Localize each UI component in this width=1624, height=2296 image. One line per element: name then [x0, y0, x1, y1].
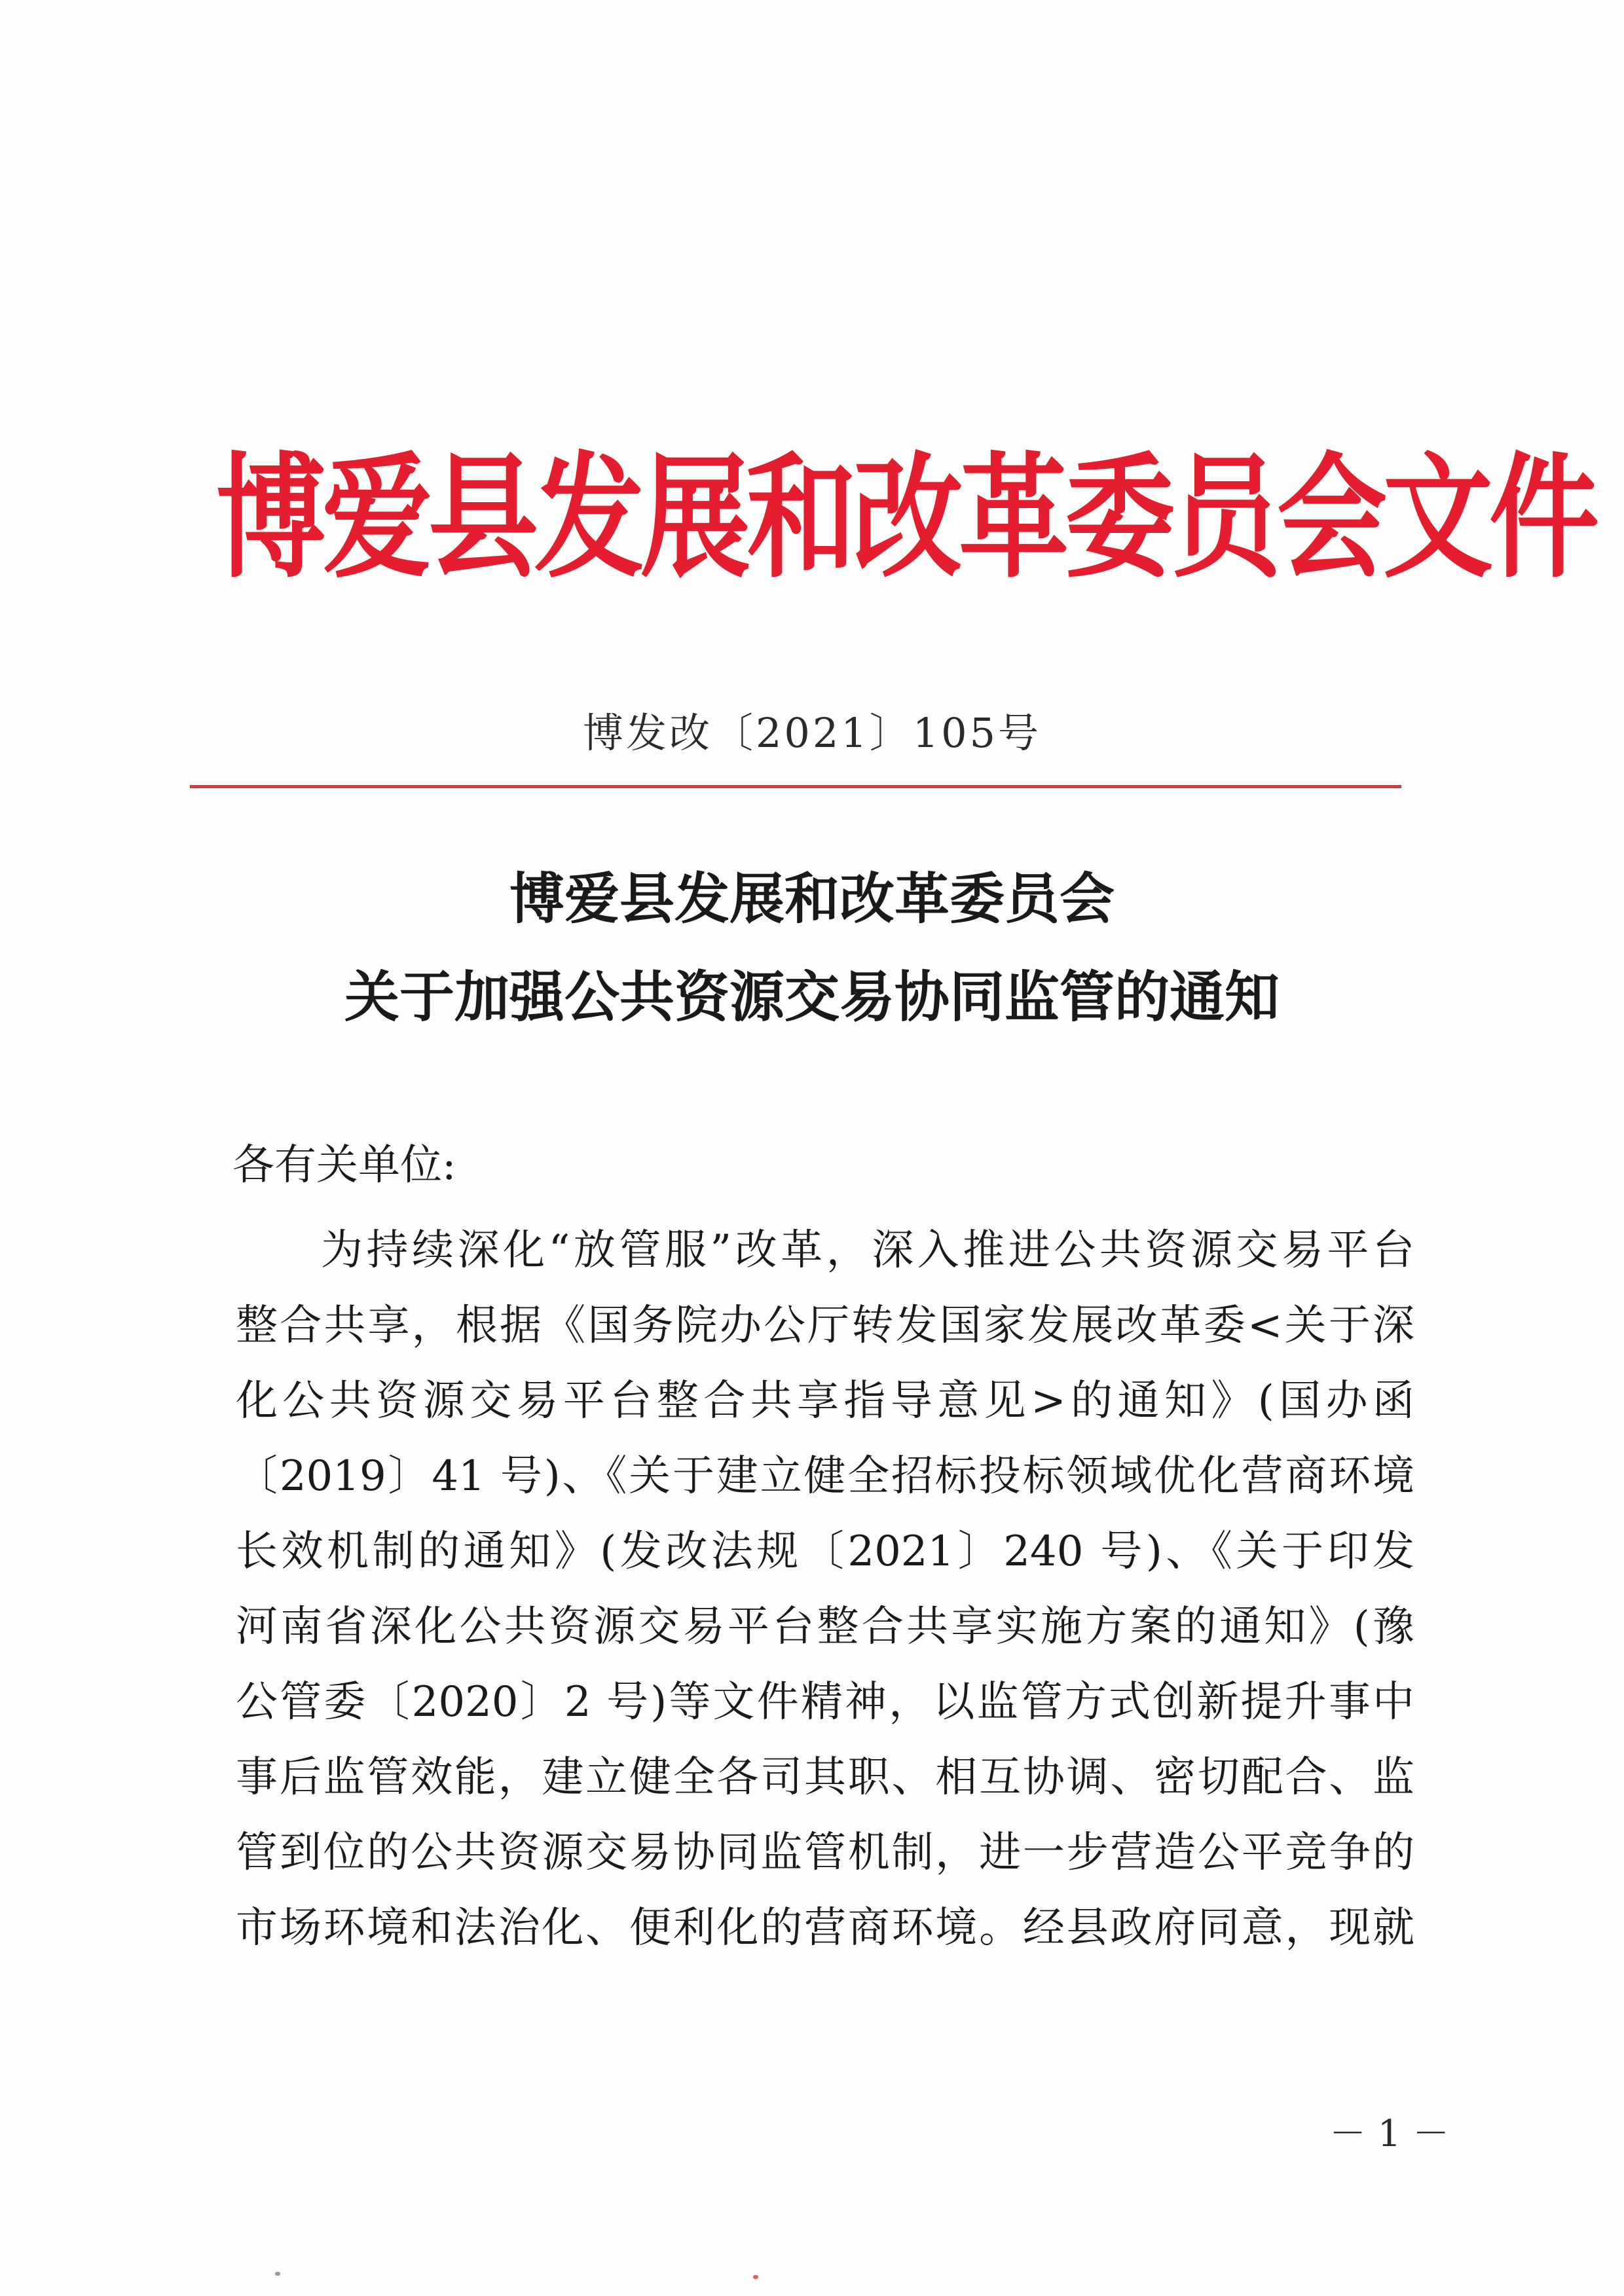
body-text-line: 市场环境和法治化、便利化的营商环境。经县政府同意，现就: [236, 1904, 1414, 1952]
body-text-line: 〔2019〕41 号)、《关于建立健全招标投标领域优化营商环境: [236, 1452, 1414, 1501]
salutation: 各有关单位:: [232, 1141, 456, 1190]
red-masthead-title: 博爱县发展和改革委员会文件: [216, 438, 1595, 596]
body-text-line: 河南省深化公共资源交易平台整合共享实施方案的通知》(豫: [236, 1603, 1414, 1651]
body-text-line: 事后监管效能，建立健全各司其职、相互协调、密切配合、监: [236, 1753, 1414, 1802]
body-text-line: 化公共资源交易平台整合共享指导意见>的通知》(国办函: [236, 1377, 1414, 1425]
red-separator-line: [190, 785, 1401, 788]
document-title-line-1: 博爱县发展和改革委员会: [509, 866, 1115, 931]
scan-speck: [753, 2275, 758, 2279]
page-number: － 1 －: [1329, 2113, 1450, 2155]
body-text-line: 公管委〔2020〕2 号)等文件精神，以监管方式创新提升事中: [236, 1678, 1414, 1726]
scan-speck: [275, 2272, 280, 2276]
document-title-line-2: 关于加强公共资源交易协同监管的通知: [344, 964, 1280, 1029]
document-number: 博发改〔2021〕105号: [582, 709, 1042, 757]
body-text-line: 长效机制的通知》(发改法规〔2021〕240 号)、《关于印发: [236, 1527, 1414, 1576]
body-text-line: 管到位的公共资源交易协同监管机制，进一步营造公平竞争的: [236, 1829, 1414, 1877]
body-text-line: 为持续深化“放管服”改革，深入推进公共资源交易平台: [321, 1226, 1414, 1275]
body-text-line: 整合共享，根据《国务院办公厅转发国家发展改革委<关于深: [236, 1302, 1414, 1350]
